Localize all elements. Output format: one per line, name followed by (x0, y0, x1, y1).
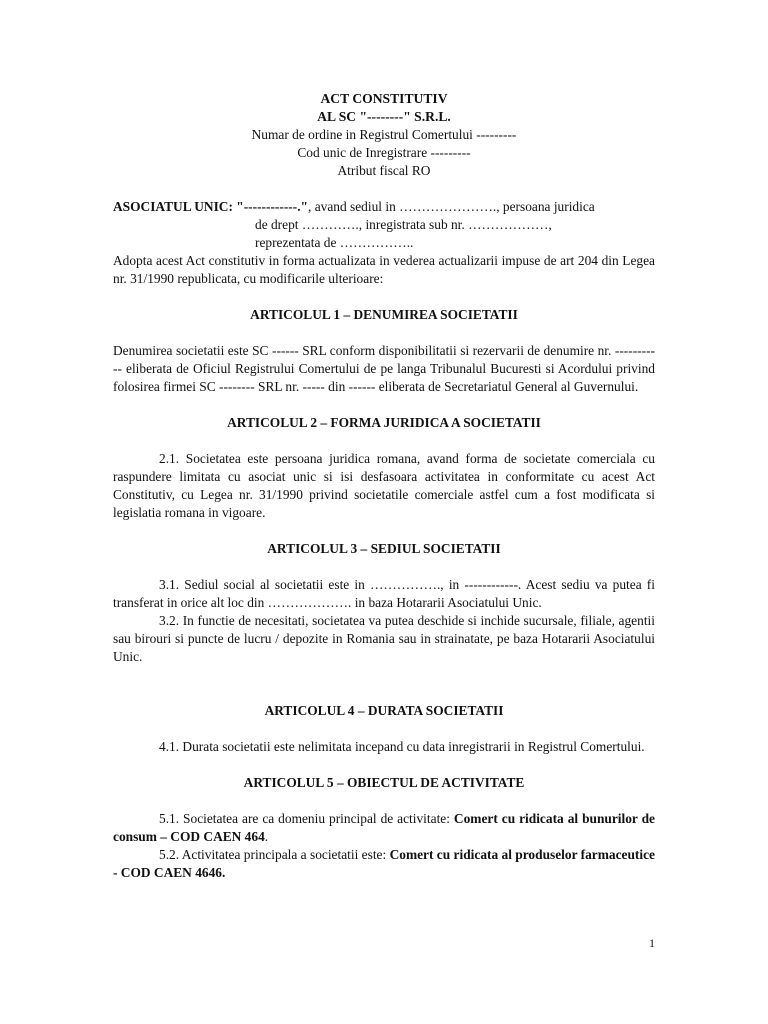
article-3-paragraph-1: 3.1. Sediul social al societatii este in ……………., in ------------. Acest sediu va putea fi transferat in orice alt loc din ………………. in baza Hotararii Asociatului Unic. (113, 577, 655, 610)
article-5-heading: ARTICOLUL 5 – OBIECTUL DE ACTIVITATE (243, 775, 525, 790)
company-title: AL SC "--------" S.R.L. (317, 109, 451, 124)
article-4-heading: ARTICOLUL 4 – DURATA SOCIETATII (264, 703, 504, 718)
article-5-paragraph-1 (113, 810, 655, 846)
article-2-paragraph-1: 2.1. Societatea este persoana juridica romana, avand forma de societate comerciala cu raspundere limitata cu asociat unic si isi desfasoara activitatea in conformitate cu acest Act Constitutiv, cu Legea nr. 31/1990 privind societatile comerciale astfel cum a fost modificata si legislatia romana in vigoare. (113, 451, 655, 520)
page-number: 1 (649, 936, 655, 950)
associate-line1: , avand sediul in …………………., persoana juridica (308, 199, 595, 214)
article-4-paragraph-1: 4.1. Durata societatii este nelimitata incepand cu data inregistrarii in Registrul Comertului. (159, 739, 645, 754)
article-5-1-text: 5.1. Societatea are ca domeniu principal de activitate: (159, 811, 454, 826)
article-5-2-bold: Comert cu ridicata al produselor farmaceutice - COD CAEN 4646. (113, 847, 655, 880)
registry-number: Numar de ordine in Registrul Comertului --------- (251, 127, 517, 142)
article-5-2-text: 5.2. Activitatea principala a societatii este: (159, 847, 390, 862)
associate-label: ASOCIATUL UNIC: "------------." (113, 199, 308, 214)
document-title: ACT CONSTITUTIV (320, 91, 448, 106)
article-1-text: Denumirea societatii este SC ------ SRL conform disponibilitatii si rezervarii de denumire nr. ----------- eliberata de Oficiul Registrului Comertului de pe langa Tribunalul Bucuresti si Acordului privind folosirea firmei SC -------- SRL nr. ----- din ------ eliberata de Secretariatul General al Guvernului. (113, 343, 655, 394)
adopts-paragraph: Adopta acest Act constitutiv in forma actualizata in vederea actualizarii impuse de art 204 din Legea nr. 31/1990 republicata, cu modificarile ulterioare: (113, 253, 655, 286)
article-2-heading: ARTICOLUL 2 – FORMA JURIDICA A SOCIETATII (227, 415, 541, 430)
unique-code: Cod unic de Inregistrare --------- (297, 145, 471, 160)
associate-line3: reprezentata de …………….. (255, 235, 414, 250)
article-5-1-end: . (264, 829, 269, 844)
article-5-1-bold: Comert cu ridicata al bunurilor de consum – COD CAEN 464 (113, 811, 655, 844)
associate-line2: de drept …………., inregistrata sub nr. ………………, (255, 217, 552, 232)
article-5-paragraph-2 (113, 846, 655, 882)
associate-line (113, 198, 655, 216)
article-1-heading: ARTICOLUL 1 – DENUMIREA SOCIETATII (250, 307, 518, 322)
document-body (113, 90, 655, 882)
article-3-heading: ARTICOLUL 3 – SEDIUL SOCIETATII (267, 541, 501, 556)
fiscal-attribute: Atribut fiscal RO (337, 163, 431, 178)
article-3-paragraph-2: 3.2. In functie de necesitati, societatea va putea deschide si inchide sucursale, filiale, agentii sau birouri si puncte de lucru / depozite in Romania sau in strainatate, pe baza Hotararii Asociatului Unic. (113, 613, 655, 664)
